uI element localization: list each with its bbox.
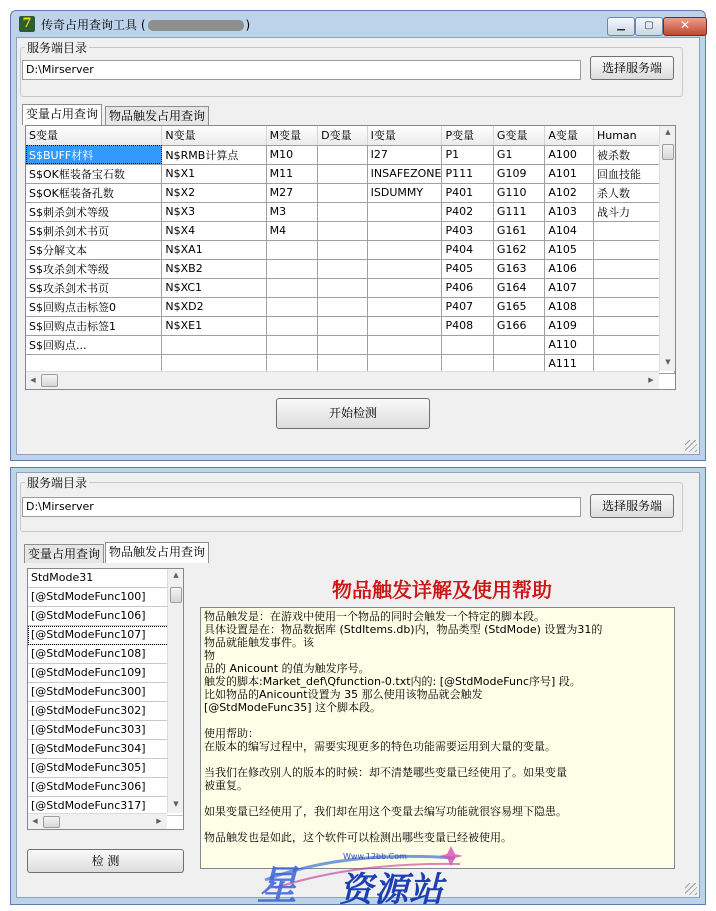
grid-horizontal-scrollbar[interactable] xyxy=(26,371,659,390)
list-item[interactable]: [@StdModeFunc109] xyxy=(28,664,183,683)
server-path-input-2[interactable]: D:\Mirserver xyxy=(22,497,581,517)
scroll-down-arrow-icon[interactable]: ▼ xyxy=(665,358,671,366)
list-scroll-left-arrow-icon[interactable]: ◀ xyxy=(32,817,38,825)
table-cell[interactable]: 战斗力 xyxy=(593,202,674,221)
app-icon: 7 xyxy=(19,16,35,32)
table-cell[interactable] xyxy=(318,240,368,259)
list-vertical-scroll-thumb[interactable] xyxy=(170,587,182,603)
table-cell[interactable]: M11 xyxy=(266,164,318,183)
table-cell[interactable]: G166 xyxy=(493,316,544,335)
table-cell[interactable]: S$OK框装备孔数 xyxy=(26,183,162,202)
table-cell[interactable]: P406 xyxy=(442,278,493,297)
table-cell[interactable]: 杀人数 xyxy=(593,183,674,202)
column-header[interactable]: I变量 xyxy=(367,126,442,145)
table-cell[interactable] xyxy=(266,297,318,316)
list-scroll-down-arrow-icon[interactable]: ▼ xyxy=(173,800,179,808)
table-cell[interactable] xyxy=(367,240,442,259)
table-cell[interactable]: M10 xyxy=(266,145,318,164)
table-cell[interactable]: N$XC1 xyxy=(162,278,266,297)
tab-item-trigger-query[interactable]: 物品触发占用查询 xyxy=(105,106,209,125)
watermark-logo xyxy=(255,840,470,910)
scroll-up-arrow-icon[interactable]: ▲ xyxy=(665,128,671,136)
table-cell[interactable]: N$XD2 xyxy=(162,297,266,316)
table-cell[interactable]: G110 xyxy=(493,183,544,202)
table-row[interactable] xyxy=(26,183,675,202)
table-cell[interactable] xyxy=(266,316,318,335)
table-cell[interactable]: A105 xyxy=(545,240,594,259)
table-row[interactable] xyxy=(26,316,675,335)
list-item[interactable]: [@StdModeFunc303] xyxy=(28,721,183,740)
table-cell[interactable] xyxy=(318,335,368,354)
table-cell[interactable]: A106 xyxy=(545,259,594,278)
redacted-title-part xyxy=(148,20,244,31)
grid-vertical-scrollbar[interactable] xyxy=(659,126,676,371)
table-cell[interactable]: N$X3 xyxy=(162,202,266,221)
watermark-url: Www.12bb.Com xyxy=(343,852,407,861)
table-cell[interactable]: S$BUFF材料 xyxy=(26,145,162,164)
table-cell[interactable]: G163 xyxy=(493,259,544,278)
list-horizontal-scroll-thumb[interactable] xyxy=(43,816,60,828)
table-cell[interactable]: G164 xyxy=(493,278,544,297)
minimize-button[interactable]: ▁ xyxy=(607,17,635,36)
list-item[interactable]: [@StdModeFunc317] xyxy=(28,797,183,816)
table-cell[interactable]: N$X2 xyxy=(162,183,266,202)
table-cell[interactable]: P1 xyxy=(442,145,493,164)
list-scroll-right-arrow-icon[interactable]: ▶ xyxy=(156,817,162,825)
table-cell[interactable] xyxy=(318,297,368,316)
table-row[interactable] xyxy=(26,240,675,259)
table-cell[interactable]: M4 xyxy=(266,221,318,240)
table-cell[interactable]: N$XB2 xyxy=(162,259,266,278)
table-cell[interactable]: INSAFEZONE xyxy=(367,164,442,183)
table-cell[interactable]: S$回购点击标签0 xyxy=(26,297,162,316)
table-cell[interactable]: I27 xyxy=(367,145,442,164)
table-cell[interactable]: G165 xyxy=(493,297,544,316)
table-cell[interactable] xyxy=(318,316,368,335)
tab-item-trigger-query-2[interactable]: 物品触发占用查询 xyxy=(105,542,209,563)
resize-grip-icon-2[interactable] xyxy=(685,883,697,895)
table-cell[interactable]: P401 xyxy=(442,183,493,202)
list-item[interactable]: [@StdModeFunc306] xyxy=(28,778,183,797)
table-cell[interactable]: P407 xyxy=(442,297,493,316)
table-cell[interactable]: P403 xyxy=(442,221,493,240)
table-cell[interactable]: A102 xyxy=(545,183,594,202)
list-item[interactable]: StdMode31 xyxy=(28,569,183,588)
scroll-right-arrow-icon[interactable]: ▶ xyxy=(648,376,654,384)
maximize-button[interactable]: ▢ xyxy=(635,17,663,36)
table-cell[interactable]: 回血技能 xyxy=(593,164,674,183)
table-row[interactable] xyxy=(26,278,675,297)
watermark-star-glyph: 星 xyxy=(257,863,297,909)
table-cell[interactable] xyxy=(318,278,368,297)
help-title: 物品触发详解及使用帮助 xyxy=(332,578,552,602)
variable-grid xyxy=(25,125,676,390)
trigger-list-items xyxy=(28,569,183,816)
table-cell[interactable] xyxy=(318,145,368,164)
table-cell[interactable] xyxy=(367,221,442,240)
table-cell[interactable] xyxy=(266,240,318,259)
list-item[interactable]: [@StdModeFunc300] xyxy=(28,683,183,702)
server-directory-label-2: 服务端目录 xyxy=(27,476,88,490)
table-cell[interactable] xyxy=(367,278,442,297)
table-row[interactable] xyxy=(26,259,675,278)
table-cell[interactable]: S$回购点... xyxy=(26,335,162,354)
column-header[interactable]: A变量 xyxy=(545,126,594,145)
table-cell[interactable]: G161 xyxy=(493,221,544,240)
column-header[interactable]: M变量 xyxy=(266,126,318,145)
table-row[interactable] xyxy=(26,145,675,164)
list-horizontal-scrollbar[interactable] xyxy=(28,813,167,830)
table-cell[interactable]: A111 xyxy=(545,354,594,373)
column-header[interactable]: S变量 xyxy=(26,126,162,145)
list-item[interactable]: [@StdModeFunc106] xyxy=(28,607,183,626)
trigger-list[interactable] xyxy=(27,568,184,830)
table-cell[interactable]: N$XA1 xyxy=(162,240,266,259)
list-item[interactable]: [@StdModeFunc107] xyxy=(28,626,183,645)
table-cell[interactable] xyxy=(493,335,544,354)
table-cell[interactable]: S$刺杀剑术书页 xyxy=(26,221,162,240)
list-item[interactable]: [@StdModeFunc304] xyxy=(28,740,183,759)
list-item[interactable]: [@StdModeFunc100] xyxy=(28,588,183,607)
server-path-input[interactable]: D:\Mirserver xyxy=(22,60,581,80)
window-title-suffix: ) xyxy=(245,17,251,32)
table-row[interactable] xyxy=(26,164,675,183)
column-header[interactable]: N变量 xyxy=(162,126,266,145)
client-area xyxy=(16,37,700,455)
variable-table xyxy=(26,126,675,374)
table-row[interactable] xyxy=(26,297,675,316)
start-check-button[interactable]: 开始检测 xyxy=(276,398,430,429)
table-cell[interactable]: N$X4 xyxy=(162,221,266,240)
table-cell[interactable]: P405 xyxy=(442,259,493,278)
column-header[interactable]: G变量 xyxy=(493,126,544,145)
table-cell[interactable]: S$攻杀剑术等级 xyxy=(26,259,162,278)
table-cell[interactable]: A101 xyxy=(545,164,594,183)
main-window-variable-tab xyxy=(10,10,706,461)
table-cell[interactable] xyxy=(367,202,442,221)
table-cell[interactable] xyxy=(442,335,493,354)
table-cell[interactable]: G1 xyxy=(493,145,544,164)
client-area-2 xyxy=(16,472,700,898)
table-cell[interactable]: 被杀数 xyxy=(593,145,674,164)
table-row[interactable] xyxy=(26,202,675,221)
window-title-text: 传奇占用查询工具 ( xyxy=(41,17,146,32)
table-cell[interactable] xyxy=(318,221,368,240)
help-text-memo[interactable]: 物品触发是：在游戏中使用一个物品的同时会触发一个特定的脚本段。 具体设置是在：物品数据库 (StdItems.db)内，物品类型 (StdMode) 设置为31的 物品就能触发事件。该 物 品的 Anicount 的值为触发序号。 触发的脚本:Market_def\Qfunction-0.txt内的: [@StdModeFunc序号] 段。 比如物品的Anicount设置为 35 那么使用该物品就会触发 [@StdModeFunc35] 这个脚本段。 使用帮助： 在版本的编写过程中，需要实现更多的特色功能需要运用到大量的变量。 当我们在修改别人的版本的时候：却不清楚哪些变量已经使用了。如果变量 被重复。 如果变量已经使用了，我们却在用这个变量去编写功能就很容易埋下隐患。 物品触发也是如此，这个软件可以检测出哪些变量已经被使用。 xyxy=(200,607,675,869)
table-cell[interactable] xyxy=(318,164,368,183)
table-row[interactable] xyxy=(26,221,675,240)
table-cell[interactable]: N$XE1 xyxy=(162,316,266,335)
table-cell[interactable]: P404 xyxy=(442,240,493,259)
table-cell[interactable]: S$攻杀剑术书页 xyxy=(26,278,162,297)
table-cell[interactable] xyxy=(318,183,368,202)
table-cell[interactable] xyxy=(266,278,318,297)
table-cell[interactable]: S$回购点击标签1 xyxy=(26,316,162,335)
select-server-button[interactable]: 选择服务端 xyxy=(590,56,674,80)
table-row[interactable] xyxy=(26,335,675,354)
table-cell[interactable]: S$分解文本 xyxy=(26,240,162,259)
table-cell[interactable]: A109 xyxy=(545,316,594,335)
table-cell[interactable] xyxy=(318,202,368,221)
table-cell[interactable]: M27 xyxy=(266,183,318,202)
table-cell[interactable]: N$X1 xyxy=(162,164,266,183)
tab-variable-query-2[interactable]: 变量占用查询 xyxy=(24,544,104,563)
table-cell[interactable]: A110 xyxy=(545,335,594,354)
window-title xyxy=(41,16,250,33)
table-cell[interactable] xyxy=(266,335,318,354)
table-header-row xyxy=(26,126,675,145)
table-cell[interactable]: P402 xyxy=(442,202,493,221)
table-cell[interactable]: P408 xyxy=(442,316,493,335)
table-cell[interactable]: A104 xyxy=(545,221,594,240)
server-directory-label: 服务端目录 xyxy=(27,41,88,55)
table-cell[interactable]: G109 xyxy=(493,164,544,183)
close-button[interactable]: ✕ xyxy=(663,17,707,36)
table-cell[interactable]: A108 xyxy=(545,297,594,316)
table-cell[interactable] xyxy=(367,297,442,316)
list-item[interactable]: [@StdModeFunc108] xyxy=(28,645,183,664)
scroll-left-arrow-icon[interactable]: ◀ xyxy=(30,376,36,384)
list-vertical-scrollbar[interactable] xyxy=(167,569,184,813)
column-header[interactable]: D变量 xyxy=(318,126,368,145)
vertical-scroll-thumb[interactable] xyxy=(662,144,674,160)
table-cell[interactable]: A100 xyxy=(545,145,594,164)
table-cell[interactable]: G111 xyxy=(493,202,544,221)
table-cell[interactable] xyxy=(162,335,266,354)
check-button[interactable]: 检 测 xyxy=(27,849,184,873)
table-cell[interactable]: S$OK框装备宝石数 xyxy=(26,164,162,183)
table-cell[interactable] xyxy=(367,259,442,278)
table-cell[interactable]: M3 xyxy=(266,202,318,221)
horizontal-scroll-thumb[interactable] xyxy=(41,374,58,387)
list-item[interactable]: [@StdModeFunc302] xyxy=(28,702,183,721)
column-header[interactable]: Human xyxy=(593,126,674,145)
table-cell[interactable]: S$刺杀剑术等级 xyxy=(26,202,162,221)
list-item[interactable]: [@StdModeFunc305] xyxy=(28,759,183,778)
select-server-button-2[interactable]: 选择服务端 xyxy=(590,494,674,518)
watermark-text: 资源站 xyxy=(339,870,444,910)
tab-variable-query[interactable]: 变量占用查询 xyxy=(22,104,102,125)
title-bar[interactable] xyxy=(11,11,705,37)
table-cell[interactable]: A103 xyxy=(545,202,594,221)
table-cell[interactable] xyxy=(367,335,442,354)
resize-grip-icon[interactable] xyxy=(685,440,697,452)
table-cell[interactable] xyxy=(367,316,442,335)
table-cell[interactable]: G162 xyxy=(493,240,544,259)
list-scroll-up-arrow-icon[interactable]: ▲ xyxy=(173,571,179,579)
table-cell[interactable] xyxy=(318,259,368,278)
table-cell[interactable]: N$RMB计算点 xyxy=(162,145,266,164)
table-cell[interactable]: A107 xyxy=(545,278,594,297)
table-cell[interactable] xyxy=(266,259,318,278)
column-header[interactable]: P变量 xyxy=(442,126,493,145)
table-cell[interactable]: P111 xyxy=(442,164,493,183)
table-cell[interactable]: ISDUMMY xyxy=(367,183,442,202)
